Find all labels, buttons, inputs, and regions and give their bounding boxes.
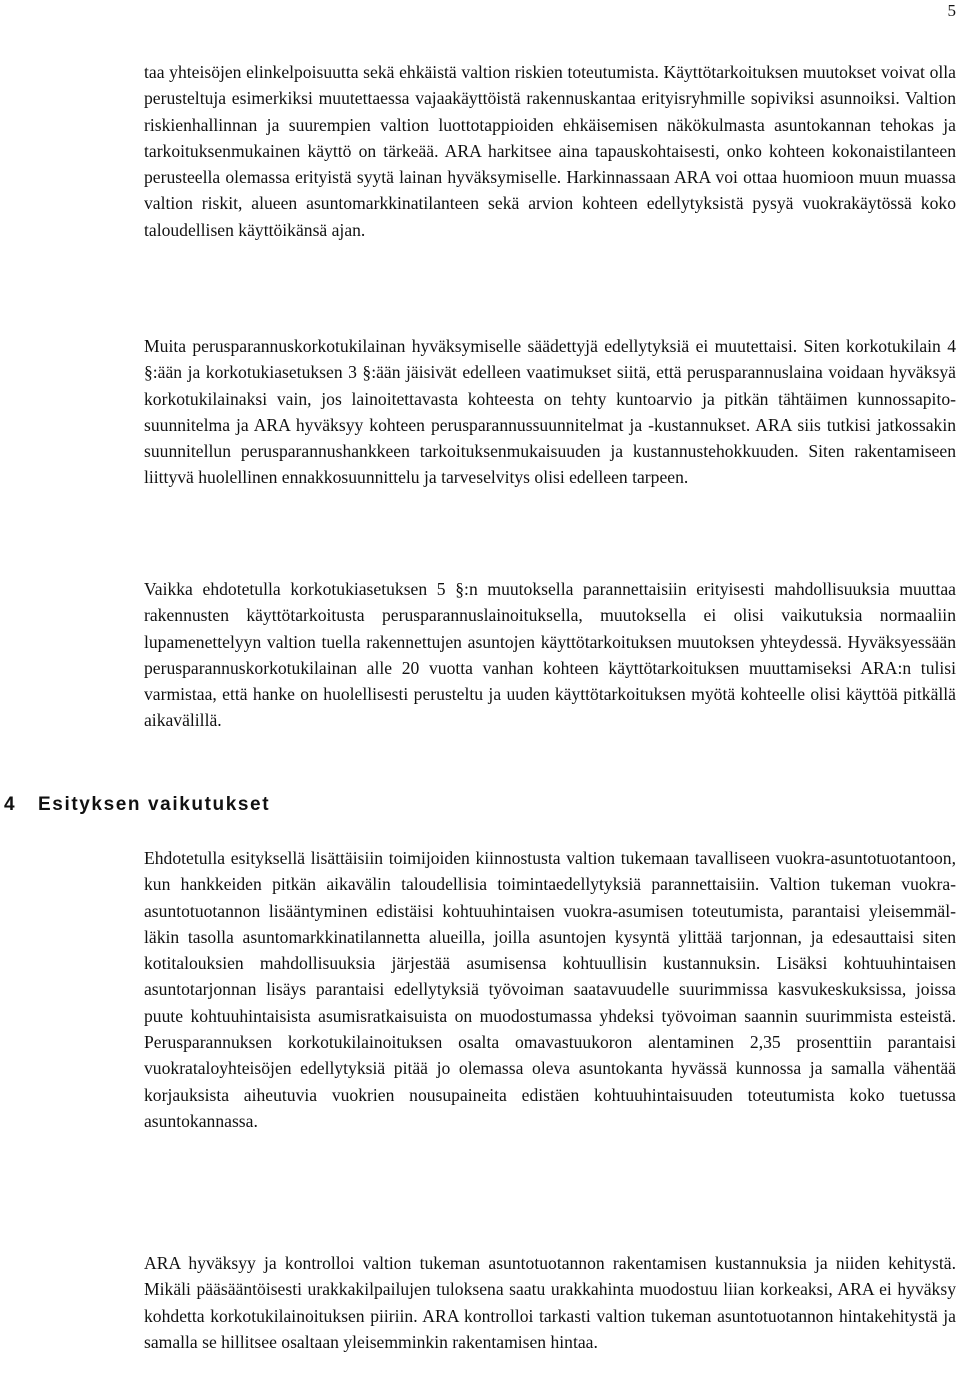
paragraph-2: Muita perusparannuskorkotukilainan hyväksymiselle säädettyjä edellytyksiä ei muutettaisi. Siten korkotukilain 4 §:ään ja korkotukiasetuksen 3 §:ään jäisivät edelleen vaatimukset siitä, että perusparannuslaina voidaan hyväksyä korkotukilainaksi vain, jos lainoitettavasta kohteesta on tehty kuntoarvio ja pitkän tähtäimen kunnossapitosuunnitelma ja ARA hyväksyy kohteen perusparannussuunnitelmat ja -kustannukset. ARA siis tutkisi jatkossakin suunnitellun perusparannushankkeen tarkoituksenmukaisuuden ja kustannustehokkuuden. Siten rakentamiseen liittyvä huolellinen ennakkosuunnittelu ja tarveselvitys olisi edelleen tarpeen. (144, 336, 956, 488)
section-number: 4 (4, 794, 17, 815)
paragraph-4: Ehdotetulla esityksellä lisättäisiin toimijoiden kiinnostusta valtion tukemaan tavalliseen vuokra-asuntotuotantoon, kun hankkeiden pitkän aikavälin taloudellisia toimintaedellytyksiä parannettaisiin. Valtion tukeman vuokra-asuntotuotannon lisääntyminen edistäisi kohtuuhintaisen vuokra-asumisen toteutumista, parantaisi yleisemmälläkin tasolla asuntomarkkinatilannetta alueilla, joilla asuntojen kysyntä ylittää tarjonnan, ja edesauttaisi siten kotitalouksien mahdollisuuksia järjestää asumisensa kohtuullisin kustannuksin. Lisäksi kohtuuhintaisen asuntotarjonnan lisäys parantaisi edellytyksiä työvoiman saatavuudelle suurimmissa kasvukeskuksissa, joissa puute kohtuuhintaisista asumisratkaisuista on muodostumassa yhdeksi työvoiman saannin suurimmista esteistä. Perusparannuksen korkotukilainoituksen osalta omavastuukoron alentaminen 2,35 prosenttiin parantaisi vuokrataloyhteisöjen edellytyksiä pitää jo olemassa oleva asuntokanta hyvässä kunnossa ja samalla vähentää korjauksista aiheutuvia vuokrien nousupaineita edistäen kohtuuhintaisuuden toteutumista koko tuetussa asuntokannassa. (144, 848, 956, 1131)
paragraph-5: ARA hyväksyy ja kontrolloi valtion tukeman asuntotuotannon rakentamisen kustannuksia ja niiden kehitystä. Mikäli pääsääntöisesti urakkakilpailujen tuloksena saatu urakkahinta muodostuu liian korkeaksi, ARA ei hyväksy kohdetta korkotukilainoituksen piiriin. ARA kontrolloi tarkasti valtion tukeman asuntotuotannon hintakehitystä ja samalla se hillitsee osaltaan yleisemminkin rakentamisen hintaa. (144, 1253, 956, 1352)
paragraph-1: taa yhteisöjen elinkelpoisuutta sekä ehkäistä valtion riskien toteutumista. Käyttötarkoituksen muutokset voivat olla perusteltuja esimerkiksi muutettaessa vajaakäyttöistä rakennuskantaa erityisryhmille sopiviksi asunnoiksi. Valtion riskienhallinnan ja suurempien valtion luottotappioiden ehkäisemisen näkökulmasta asuntokannan tehokas ja tarkoituksenmukainen käyttö on tärkeää. ARA harkitsee aina tapauskohtaisesti, onko kohteen kokonaistilanteen perusteella olemassa erityistä syytä lainan hyväksymiselle. Harkinnassaan ARA voi ottaa huomioon muun muassa valtion riskit, alueen asuntomarkkinatilanteen sekä arvion kohteen edellytyksistä pysyä vuokrakäytössä koko taloudellisen käyttöikänsä ajan. (144, 62, 956, 240)
page-number: 5 (947, 1, 956, 20)
paragraph-3: Vaikka ehdotetulla korkotukiasetuksen 5 §:n muutoksella parannettaisiin erityisesti mahdollisuuksia muuttaa rakennusten käyttötarkoitusta perusparannuslainoituksella, muutoksella ei olisi vaikutuksia normaaliin lupamenettelyyn valtion tuella rakennettujen asuntojen käyttötarkoituksen muutoksen yhteydessä. Hyväksyessään perusparannuskorkotukilainan alle 20 vuotta vanhan kohteen käyttötarkoituksen muuttamiseksi ARA:n tulisi varmistaa, että hanke on huolellisesti perusteltu ja uuden käyttötarkoituksen myötä kohteelle olisi käyttöä pitkällä aikavälillä. (144, 579, 956, 731)
section-heading (4, 791, 270, 819)
section-title: Esityksen vaikutukset (38, 794, 271, 815)
